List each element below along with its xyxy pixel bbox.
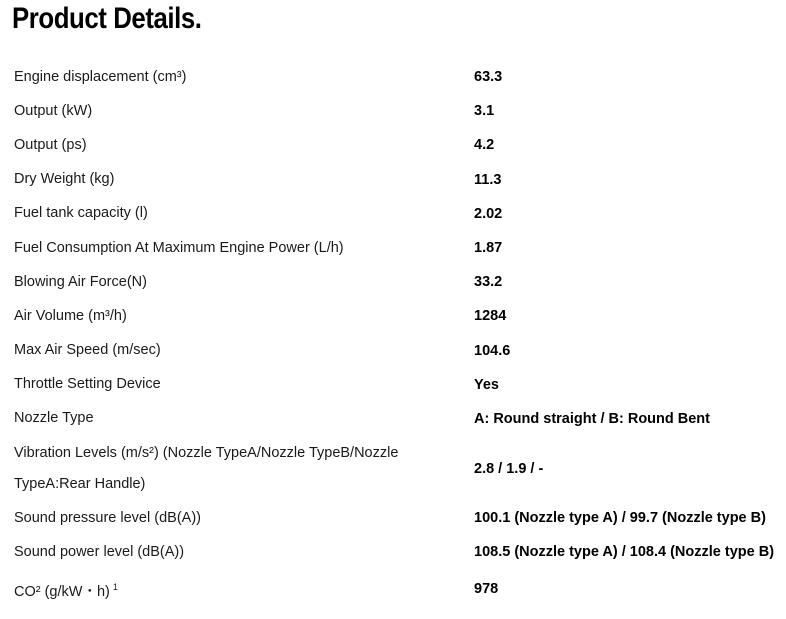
spec-label: Nozzle Type (14, 410, 94, 427)
spec-value: 4.2 (474, 137, 495, 154)
spec-table (14, 60, 780, 609)
spec-row (14, 569, 780, 609)
spec-row (14, 197, 780, 231)
spec-value: 33.2 (474, 274, 503, 291)
spec-value: 11.3 (474, 171, 502, 188)
spec-row (14, 94, 780, 128)
spec-value: A: Round straight / B: Round Bent (474, 410, 710, 427)
spec-value: 3.1 (474, 103, 495, 120)
spec-value: 2.02 (474, 205, 503, 222)
spec-row (14, 265, 780, 299)
spec-label-text: CO² (g/kW・h) (14, 583, 110, 600)
spec-label: Output (ps) (14, 136, 87, 153)
spec-value: 1.87 (474, 240, 503, 257)
spec-row (14, 436, 780, 501)
spec-value: 104.6 (474, 342, 511, 359)
footnote-marker: 1 (112, 581, 118, 592)
spec-label: Throttle Setting Device (14, 376, 161, 393)
spec-row (14, 128, 780, 162)
spec-label: Sound power level (dB(A)) (14, 543, 185, 560)
spec-row (14, 402, 780, 436)
spec-row (14, 334, 780, 368)
spec-label: Output (kW) (14, 102, 93, 119)
spec-value: 100.1 (Nozzle type A) / 99.7 (Nozzle type B) (474, 510, 766, 527)
spec-value: 2.8 / 1.9 / - (474, 460, 544, 477)
spec-label: Air Volume (m³/h) (14, 307, 127, 324)
spec-value: 108.5 (Nozzle type A) / 108.4 (Nozzle type B) (474, 544, 775, 561)
spec-label: Max Air Speed (m/sec) (14, 342, 161, 359)
spec-label: Vibration Levels (m/s²) (Nozzle TypeA/Nozzle TypeB/Nozzle TypeA:Rear Handle) (14, 444, 399, 492)
spec-value: 63.3 (474, 69, 503, 86)
spec-value: Yes (474, 376, 499, 393)
spec-value: 978 (474, 581, 499, 598)
spec-row (14, 60, 780, 94)
spec-value: 1284 (474, 308, 507, 325)
spec-row (14, 163, 780, 197)
spec-label: Sound pressure level (dB(A)) (14, 509, 201, 526)
spec-row (14, 535, 780, 569)
spec-label: Blowing Air Force(N) (14, 273, 147, 290)
spec-label: Fuel tank capacity (l) (14, 205, 148, 222)
spec-row (14, 501, 780, 535)
spec-row (14, 231, 780, 265)
spec-label: Dry Weight (kg) (14, 171, 115, 188)
spec-label-co2 (14, 572, 474, 608)
spec-label: Engine displacement (cm³) (14, 68, 187, 85)
spec-label: Fuel Consumption At Maximum Engine Power (L/h) (14, 239, 344, 256)
page-title: Product Details. (12, 2, 202, 35)
spec-row (14, 299, 780, 333)
spec-row (14, 368, 780, 402)
